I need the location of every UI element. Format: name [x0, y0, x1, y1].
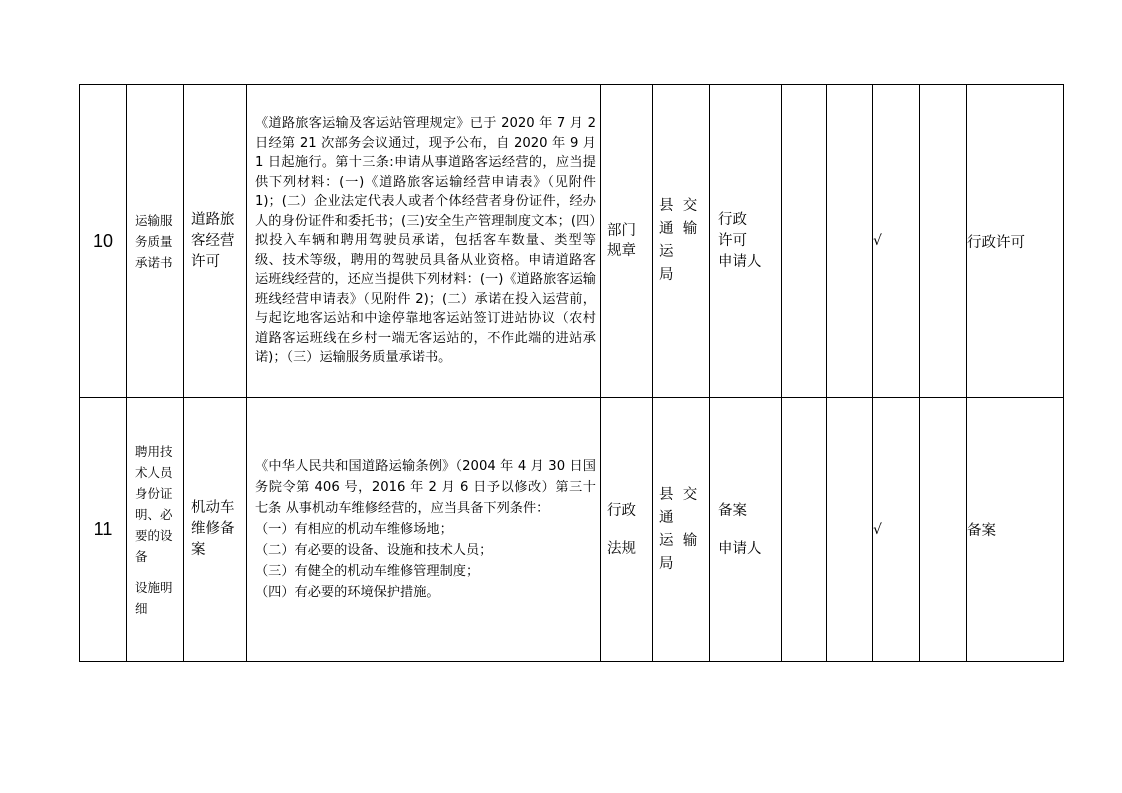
basis-text: 《中华人民共和国道路运输条例》（2004 年 4 月 30 日国务院令第 406 号，2016 年 2 月 6 日予以修改）第三十七条 从事机动车维修经营的，应当具备下列条件： [255, 459, 596, 516]
check-mark: √ [873, 398, 920, 662]
item-cell [184, 85, 247, 398]
blank-cell [782, 398, 827, 662]
material-text: 聘用技术人员身份证明、必要的设备 [135, 443, 173, 564]
material-cell [127, 398, 184, 662]
item-name: 机动车维修备案 [191, 500, 235, 558]
object-cell [710, 85, 782, 398]
table-row [80, 398, 1064, 662]
dept-text: 运 输 [659, 532, 698, 549]
blank-cell [920, 398, 967, 662]
level-text: 规章 [607, 243, 636, 259]
dept-text: 通 输 [659, 221, 698, 237]
category-text: 备案 [967, 398, 1064, 662]
dept-cell [653, 398, 710, 662]
level-text: 法规 [607, 540, 636, 557]
object-text: 申请人 [718, 540, 762, 557]
row-number: 11 [80, 398, 127, 662]
check-mark: √ [873, 85, 920, 398]
dept-text: 县 交 [659, 486, 698, 503]
item-cell [184, 398, 247, 662]
object-text: 备案 [718, 502, 747, 519]
level-text: 部门 [607, 223, 636, 239]
category-text: 行政许可 [967, 85, 1064, 398]
basis-text: （一）有相应的机动车维修场地； [255, 522, 453, 537]
basis-text: （二）有必要的设备、设施和技术人员； [255, 543, 493, 558]
table-row [80, 85, 1064, 398]
dept-text: 局 [659, 555, 674, 572]
blank-cell [920, 85, 967, 398]
dept-text: 通 [659, 509, 674, 526]
dept-text: 局 [659, 267, 674, 283]
material-text: 设施明细 [135, 579, 173, 616]
object-text: 申请人 [718, 253, 762, 270]
blank-cell [827, 85, 873, 398]
basis-cell [247, 398, 601, 662]
basis-text: （三）有健全的机动车维修管理制度； [255, 564, 480, 579]
material-text: 运输服务质量承诺书 [135, 212, 173, 270]
object-text: 行政 [718, 211, 747, 228]
material-cell [127, 85, 184, 398]
basis-text: 《道路旅客运输及客运站管理规定》已于 2020 年 7 月 2 日经第 21 次部务会议通过，现予公布，自 2020 年 9 月 1 日起施行。第十三条:申请从事道路客运经营的，应当提供下列材料：(一)《道路旅客运输经营申请表》（见附件 1)；(二）企业法定代表人或者个体经营者身份证件，经办人的身份证件和委托书；(三)安全生产管理制度文本；(四）拟投入车辆和聘用驾驶员承诺，包括客车数量、类型等级、技术等级，聘用的驾驶员具备从业资格。申请道路客运班线经营的，还应当提供下列材料：(一)《道路旅客运输班线经营申请表》（见附件 2)；(二）承诺在投入运营前，与起讫地客运站和中途停靠地客运站签订进站协议（农村道路客运班线在乡村一端无客运站的，不作此端的进站承诺)；（三）运输服务质量承诺书。 [255, 116, 596, 366]
row-number: 10 [80, 85, 127, 398]
dept-cell [653, 85, 710, 398]
object-cell [710, 398, 782, 662]
level-text: 行政 [607, 502, 636, 519]
level-cell [601, 398, 653, 662]
dept-text: 县 交 [659, 198, 698, 214]
basis-text: （四）有必要的环境保护措施。 [255, 585, 440, 600]
blank-cell [782, 85, 827, 398]
dept-text: 运 [659, 244, 674, 260]
basis-cell [247, 85, 601, 398]
document-table [79, 84, 1064, 662]
object-text: 许可 [718, 232, 747, 249]
item-name: 道路旅客经营许可 [191, 211, 235, 270]
blank-cell [827, 398, 873, 662]
level-cell [601, 85, 653, 398]
